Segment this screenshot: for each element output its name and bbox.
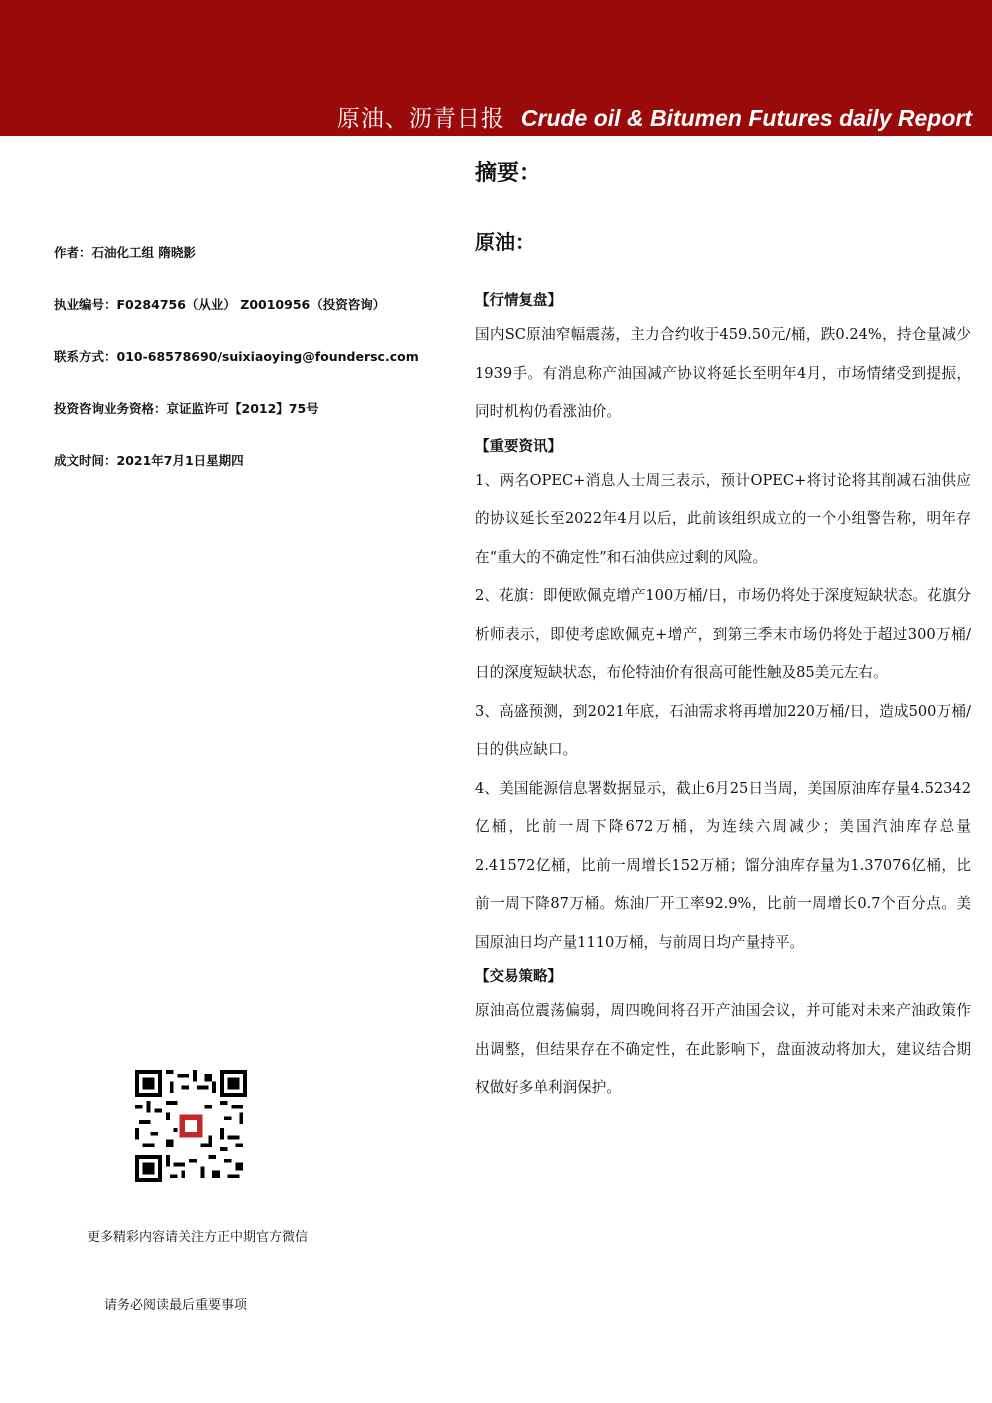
report-title xyxy=(337,100,972,133)
news-item: 2、花旗：即便欧佩克增产100万桶/日，市场仍将处于深度短缺状态。花旗分析师表示，即使考虑欧佩克+增产，到第三季末市场仍将处于超过300万桶/日的深度短缺状态，布伦特油价有很高可能性触及85美元左右。 xyxy=(475,587,971,681)
news-item: 4、美国能源信息署数据显示，截止6月25日当周，美国原油库存量4.52342亿桶，比前一周下降672万桶，为连续六周减少；美国汽油库存总量2.41572亿桶，比前一周增长152万桶；馏分油库存量为1.37076亿桶，比前一周下降87万桶。炼油厂开工率92.9%，比前一周增长0.7个百分点。美国原油日均产量1110万桶，与前周日均产量持平。 xyxy=(475,779,971,951)
report-title-en: Crude oil & Bitumen Futures daily Report xyxy=(520,105,972,131)
contact-line: 联系方式：010-68578690/suixiaoying@foundersc.com xyxy=(54,349,419,364)
news-item: 3、高盛预测，到2021年底，石油需求将再增加220万桶/日，造成500万桶/日的供应缺口。 xyxy=(475,702,971,758)
news-heading: 【重要资讯】 xyxy=(475,438,562,455)
qr-caption: 更多精彩内容请关注方正中期官方微信 xyxy=(87,1230,309,1245)
market-review-text: 国内SC原油窄幅震荡，主力合约收于459.50元/桶，跌0.24%，持仓量减少1939手。有消息称产油国减产协议将延长至明年4月，市场情绪受到提振，同时机构仍看涨油价。 xyxy=(475,326,971,420)
wechat-qr-code xyxy=(135,1070,247,1182)
strategy-text: 原油高位震荡偏弱，周四晚间将召开产油国会议，并可能对未来产油政策作出调整，但结果存在不确定性，在此影响下，盘面波动将加大，建议结合期权做好多单利润保护。 xyxy=(475,1002,971,1096)
market-review-heading: 【行情复盘】 xyxy=(475,293,562,309)
must-read-note: 请务必阅读最后重要事项 xyxy=(104,1298,248,1313)
news-item: 1、两名OPEC+消息人士周三表示，预计OPEC+将讨论将其削减石油供应的协议延长至2022年4月以后，此前该组织成立的一个小组警告称，明年存在“重大的不确定性”和石油供应过剩的风险。 xyxy=(475,471,971,566)
qualification-line: 投资咨询业务资格：京证监许可【2012】75号 xyxy=(54,401,319,416)
strategy-heading: 【交易策略】 xyxy=(475,969,562,985)
crude-oil-title: 原油： xyxy=(475,230,535,254)
license-number-line: 执业编号：F0284756（从业） Z0010956（投资咨询） xyxy=(54,297,386,312)
summary-title: 摘要： xyxy=(475,161,542,186)
summary-body xyxy=(475,286,971,1108)
date-line: 成文时间：2021年7月1日星期四 xyxy=(54,453,244,468)
author-line: 作者：石油化工组 隋晓影 xyxy=(54,245,196,260)
report-title-cn: 原油、沥青日报 xyxy=(336,106,505,132)
